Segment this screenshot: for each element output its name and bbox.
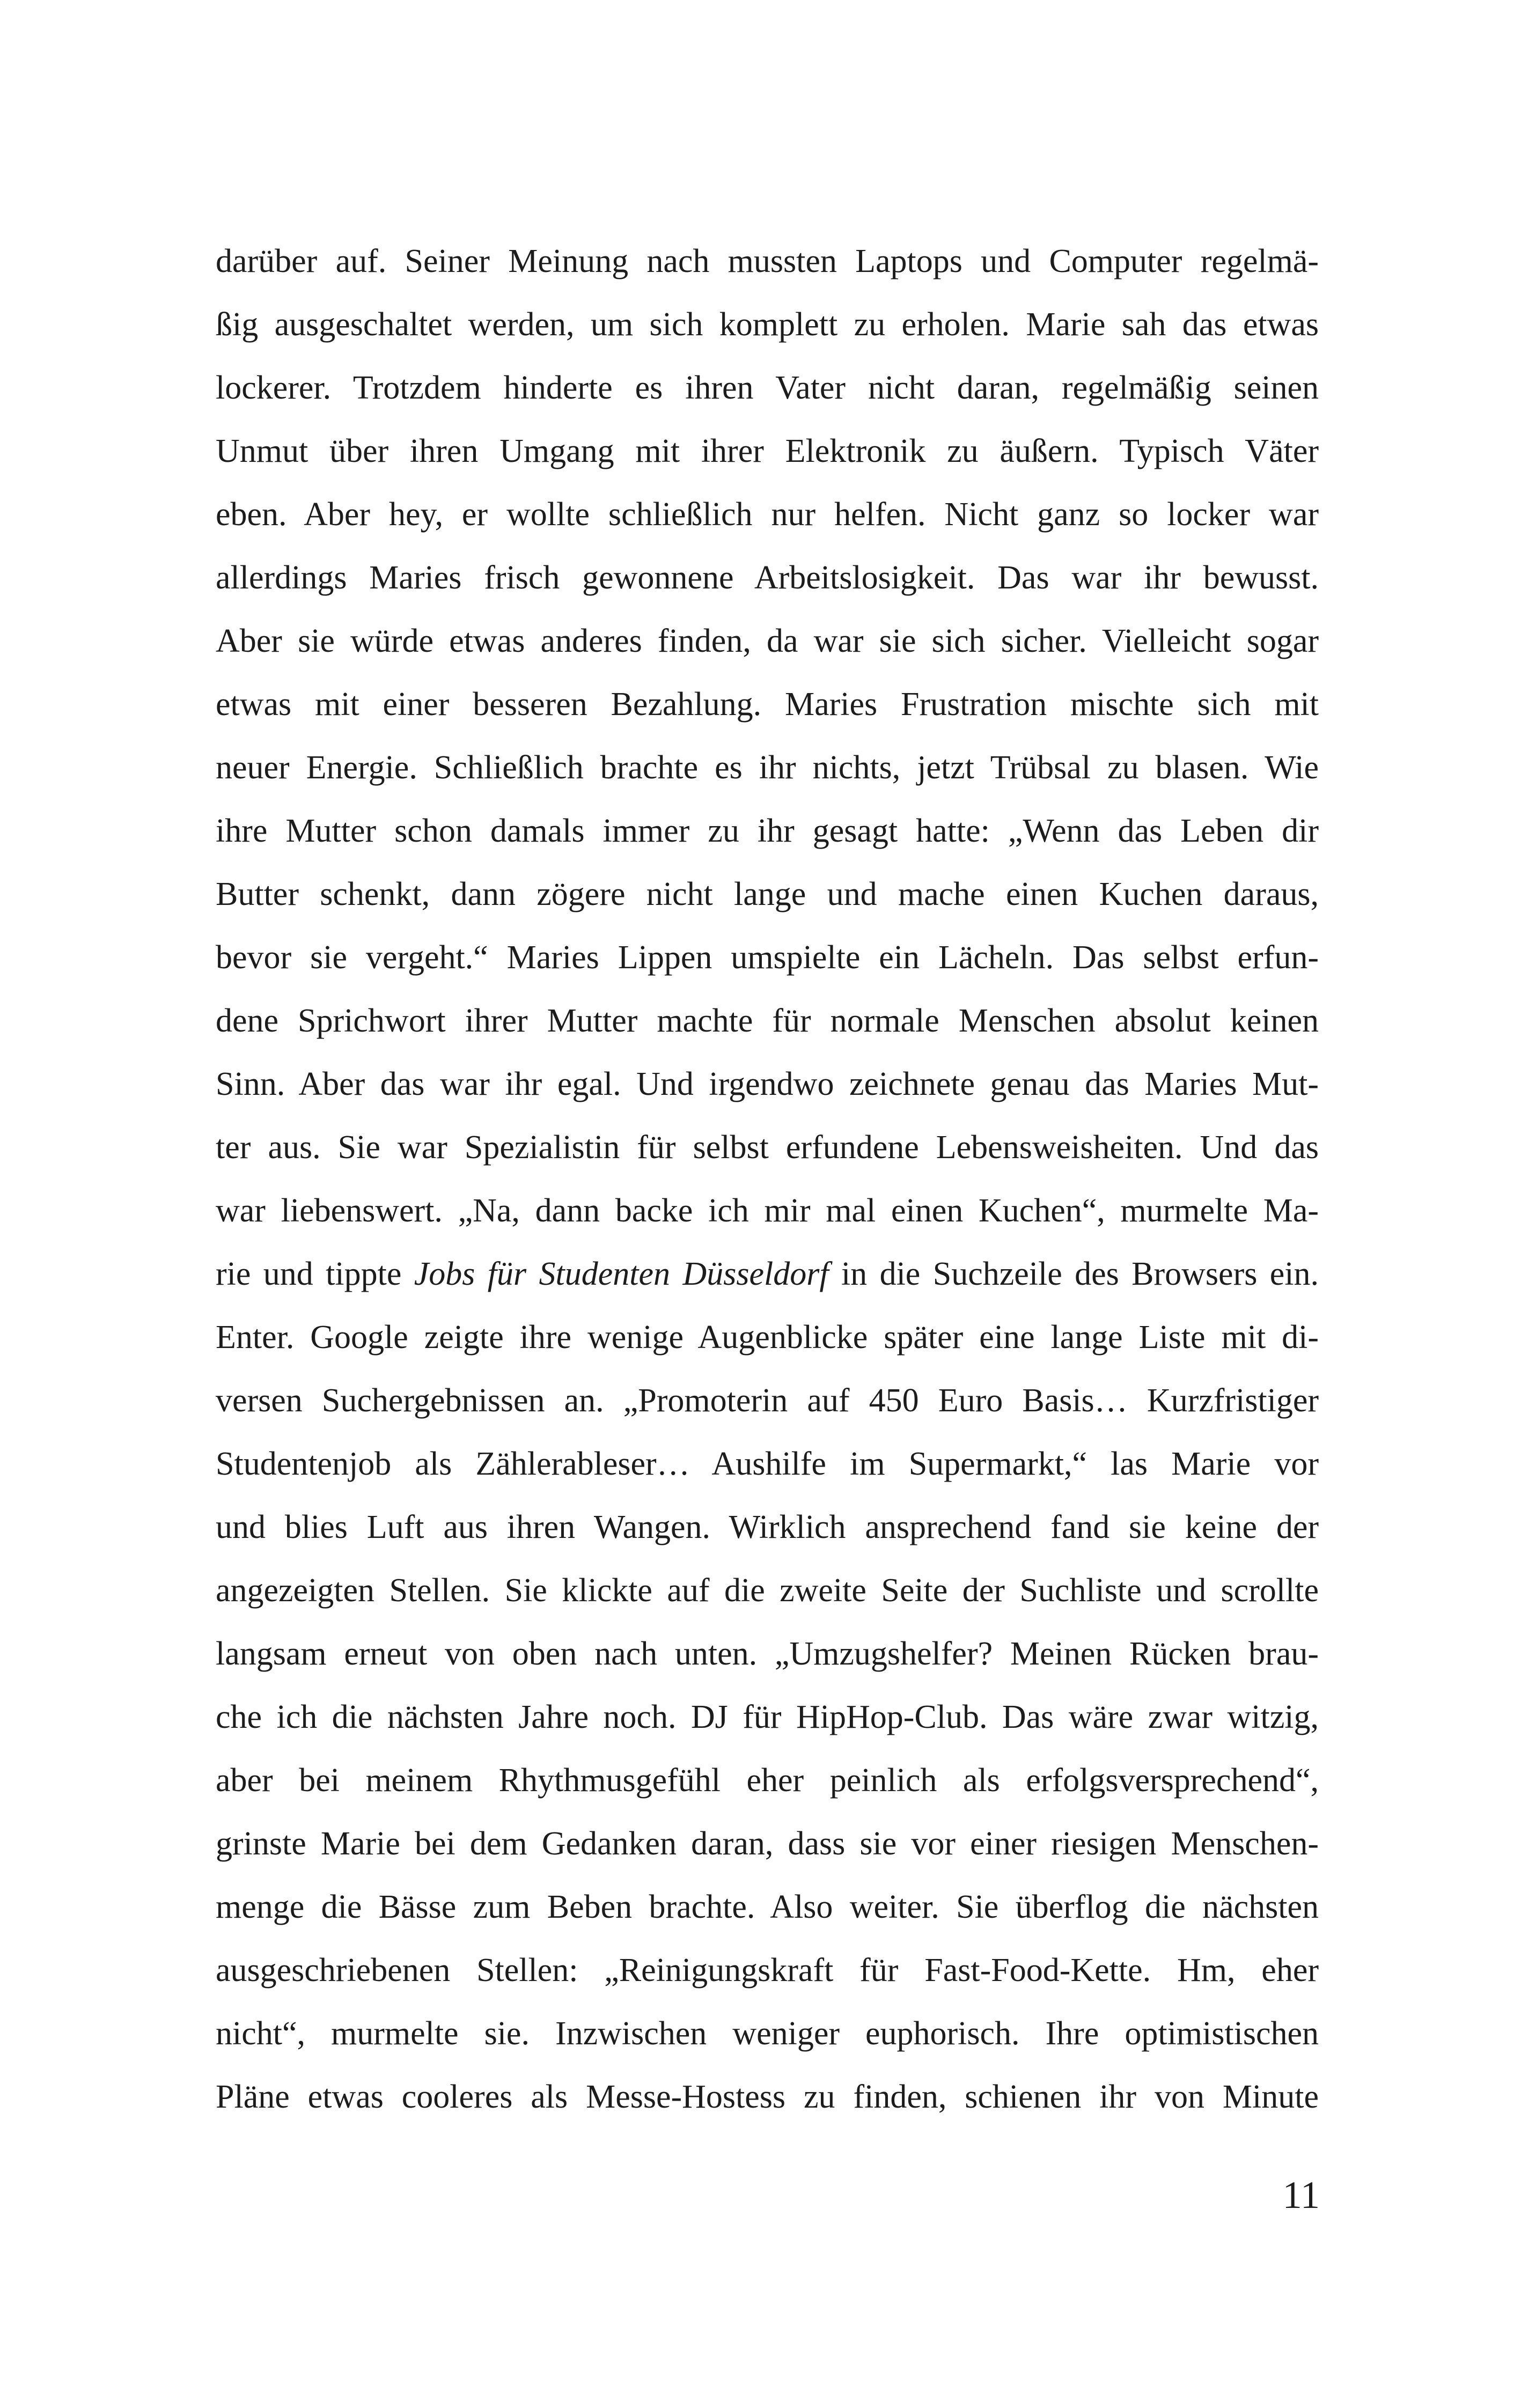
text-line: lockerer. Trotzdem hinderte es ihren Vater nicht daran, regelmäßig seinen bbox=[216, 370, 1319, 406]
text-line: und blies Luft aus ihren Wangen. Wirklich ansprechend fand sie keine der bbox=[216, 1509, 1319, 1545]
text-line: menge die Bässe zum Beben brachte. Also weiter. Sie überflog die nächsten bbox=[216, 1889, 1319, 1925]
text-line: nicht“, murmelte sie. Inzwischen weniger euphorisch. Ihre optimistischen bbox=[216, 2015, 1319, 2052]
text-line: eben. Aber hey, er wollte schließlich nur helfen. Nicht ganz so locker war bbox=[216, 496, 1319, 533]
line-before-query: rie und tippte bbox=[216, 1256, 414, 1292]
body-text bbox=[216, 230, 1319, 2129]
text-line: ter aus. Sie war Spezialistin für selbst erfundene Lebensweisheiten. Und das bbox=[216, 1129, 1319, 1166]
page-number: 11 bbox=[1282, 2174, 1320, 2216]
text-line: darüber auf. Seiner Meinung nach mussten Laptops und Computer regelmä- bbox=[216, 243, 1319, 279]
text-line: versen Suchergebnissen an. „Promoterin auf 450 Euro Basis… Kurzfristiger bbox=[216, 1382, 1319, 1419]
text-line: aber bei meinem Rhythmusgefühl eher peinlich als erfolgsversprechend“, bbox=[216, 1762, 1319, 1799]
line-after-query: in die Suchzeile des Browsers ein. bbox=[828, 1256, 1319, 1292]
text-line: ßig ausgeschaltet werden, um sich komplett zu erholen. Marie sah das etwas bbox=[216, 306, 1319, 343]
text-line: ausgeschriebenen Stellen: „Reinigungskraft für Fast-Food-Kette. Hm, eher bbox=[216, 1952, 1319, 1989]
text-line: langsam erneut von oben nach unten. „Umzugshelfer? Meinen Rücken brau- bbox=[216, 1636, 1319, 1672]
text-line: Studentenjob als Zählerableser… Aushilfe im Supermarkt,“ las Marie vor bbox=[216, 1446, 1319, 1482]
text-line: Unmut über ihren Umgang mit ihrer Elektronik zu äußern. Typisch Väter bbox=[216, 433, 1319, 469]
text-line: war liebenswert. „Na, dann backe ich mir mal einen Kuchen“, murmelte Ma- bbox=[216, 1192, 1319, 1229]
text-line: angezeigten Stellen. Sie klickte auf die zweite Seite der Suchliste und scrollte bbox=[216, 1572, 1319, 1609]
text-line: dene Sprichwort ihrer Mutter machte für normale Menschen absolut keinen bbox=[216, 1003, 1319, 1039]
search-query-italic: Jobs für Studenten Düsseldorf bbox=[414, 1256, 829, 1292]
text-line: Pläne etwas cooleres als Messe-Hostess zu finden, schienen ihr von Minute bbox=[216, 2079, 1319, 2115]
text-line: Aber sie würde etwas anderes finden, da war sie sich sicher. Vielleicht sogar bbox=[216, 623, 1319, 659]
text-line: che ich die nächsten Jahre noch. DJ für HipHop-Club. Das wäre zwar witzig, bbox=[216, 1699, 1319, 1735]
text-line: grinste Marie bei dem Gedanken daran, dass sie vor einer riesigen Menschen- bbox=[216, 1825, 1319, 1862]
text-line: Sinn. Aber das war ihr egal. Und irgendwo zeichnete genau das Maries Mut- bbox=[216, 1066, 1319, 1102]
text-line: ihre Mutter schon damals immer zu ihr gesagt hatte: „Wenn das Leben dir bbox=[216, 813, 1319, 849]
text-line-with-search-query bbox=[216, 1242, 1319, 1306]
text-line: Enter. Google zeigte ihre wenige Augenblicke später eine lange Liste mit di- bbox=[216, 1319, 1319, 1356]
text-line: etwas mit einer besseren Bezahlung. Maries Frustration mischte sich mit bbox=[216, 686, 1319, 723]
text-line: allerdings Maries frisch gewonnene Arbeitslosigkeit. Das war ihr bewusst. bbox=[216, 559, 1319, 596]
text-line: neuer Energie. Schließlich brachte es ihr nichts, jetzt Trübsal zu blasen. Wie bbox=[216, 749, 1319, 786]
text-line: Butter schenkt, dann zögere nicht lange und mache einen Kuchen daraus, bbox=[216, 876, 1319, 912]
text-line: bevor sie vergeht.“ Maries Lippen umspielte ein Lächeln. Das selbst erfun- bbox=[216, 939, 1319, 976]
